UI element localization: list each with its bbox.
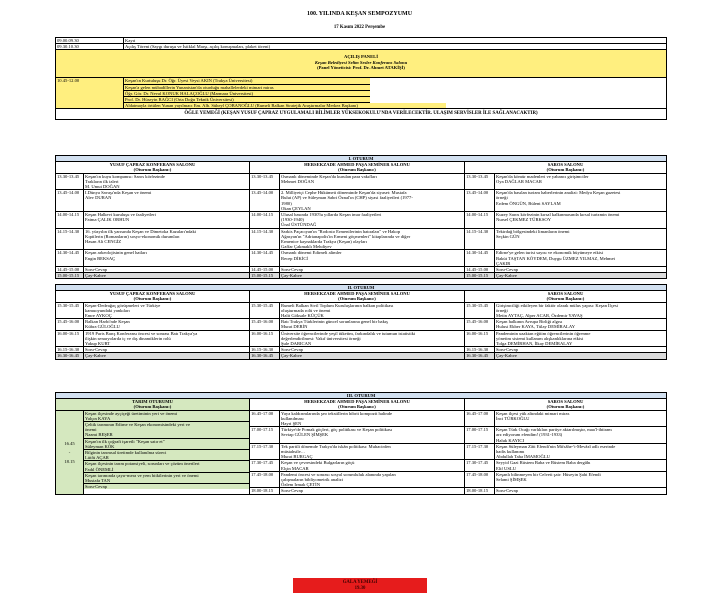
- time-cell: 09.00.09.30: [56, 38, 124, 44]
- panel-title: AÇILIŞ PANELİ: [344, 54, 378, 60]
- time-cell: 14.15-14.30: [465, 228, 495, 250]
- presentation-cell: Soru-Cevap: [84, 267, 250, 273]
- presentation-cell: Soru-Cevap: [280, 488, 465, 494]
- gala-dinner-label: GALA YEMEĞİ: [342, 580, 378, 585]
- time-cell: 13.45-14.00: [465, 190, 495, 212]
- table-row: [56, 190, 667, 212]
- time-cell: 16.30-16.45: [250, 353, 280, 359]
- hall-chair: (Oturum Başkanı:): [133, 167, 172, 173]
- table-row: [56, 273, 667, 279]
- time-cell: 14.00-14.15: [250, 212, 280, 229]
- hall-hersekzade: [250, 162, 465, 173]
- hall-name: SAROS SALONU: [547, 399, 584, 405]
- presentation-cell: Girişimciliği etkileyen bir faktör olarak mülus yapısı: Keşan İlçesi örneği Metin AYTAÇ, Alper ACAR, Özdemir YAVAŞ: [495, 302, 667, 319]
- hall-chair: (Oturum Başkanı:): [338, 167, 376, 173]
- presentation-cell: Rumeli Balkan Sivil Toplum Kuruluşlarının balkan politikası oluşturmada rolü ve önemi Halit Göksale KÜÇÜK: [280, 302, 465, 319]
- time-cell: 14.00-14.15: [56, 212, 84, 229]
- table-row: [56, 353, 667, 359]
- hall-saros: [465, 291, 667, 302]
- time-cell: 15.30-15.45: [56, 302, 84, 319]
- table-row: [56, 173, 667, 190]
- presentation-cell: Keşan-Dedeağaç görüşmeleri ve Türkiye kamuoyundaki yankıları Emre AYKOÇ: [84, 302, 250, 319]
- presentation-cell: 1919 Paris Barış Konferansı öncesi ve sonrası Batı Trakya'ya ilişkin senaryolarda iç ve dış dinamiklerin rolü Yakup KURT: [84, 330, 250, 347]
- presentation-cell: Çay-Kahve: [280, 353, 465, 359]
- hall-name: YUSUF ÇAPRAZ KONFERANS SALONU: [109, 162, 196, 168]
- presentation-cell: Türkiye'de Pomak göçleri, göç politikası ve Keşan politikası Sevtap GÜLEN ŞİMŞEK: [280, 427, 465, 444]
- presentation-cell: Çay-Kahve: [280, 273, 465, 279]
- time-cell: 16.15-16.30: [465, 347, 495, 353]
- gala-dinner-badge: [293, 578, 427, 593]
- time-cell: 17.00-17.15: [465, 427, 495, 444]
- time-cell: 13.30-13.45: [250, 173, 280, 190]
- time-cell: 15.45-16.00: [250, 319, 280, 330]
- hall-chair: (Oturum Başkanı:): [133, 296, 172, 302]
- presentation-cell: Pandemi öncesi ve sonrası sosyal sorumluluk alanında yapılan çalışmaların bibliyometrik analizi Özlem Irmak ÇETİN: [280, 471, 465, 488]
- time-line: 18.15: [64, 458, 75, 464]
- time-cell: 17.30-17.45: [465, 460, 495, 471]
- presentation-cell: Soru-Cevap: [84, 484, 249, 489]
- time-line: -: [68, 449, 71, 455]
- hall-name: HERSEKZADE AHMED PAŞA SEMİNER SALONU: [304, 399, 410, 405]
- presentation-cell: Sarkis Paçacıyan'ın "Rodosto Ermenilerinin hatıraları" ve Hakop Ağasyan'ın "Adrianapolis'in Ermeni göçmenleri" kitaplarında ve diğer Ermenice kaynaklarda Trakya (Keşan) olayları Gaffar Çakmaklı Mehdiyev: [280, 228, 465, 250]
- table-row: [56, 228, 667, 250]
- panel-item: Keşan'ın Kurtuluşu Dr. Öğr. Üyesi Veysi AKIN (Trakya Üniversitesi): [124, 78, 370, 84]
- presentation-cell: Çay-Kahve: [495, 353, 667, 359]
- panel-heading-row: [56, 50, 667, 78]
- presentation-cell: Keşan arkeolojisinin genel hatları Engin BEKSAÇ: [84, 250, 250, 267]
- time-cell: 17.45-18.00: [250, 471, 280, 488]
- presentation-cell: Keşan'da basılan turizm haberlerinin analizi: Medya Keşan gazetesi örneği Erdem ÖNGÜN, Bülent SAYLAM: [495, 190, 667, 212]
- panel-items: [124, 78, 667, 109]
- presentation-cell: Ulusal basında 1930'lu yıllarda Keşan imar faaliyetleri (1930-1940) Ünal ÜSTÜNDAĞ: [280, 212, 465, 229]
- hall-chair: (Oturum Başkanı:): [338, 296, 376, 302]
- presentation-cell: Keşan'ın ilk çoğrafi işaretli "Keşan satır et" Süleyman KÖK: [84, 439, 249, 450]
- time-cell: 15.30-15.45: [465, 302, 495, 319]
- hall-name: HERSEKZADE AHMED PAŞA SEMİNER SALONU: [304, 291, 410, 297]
- lunch-note: ÖĞLE YEMEĞİ (KEŞAN YUSUF ÇAPRAZ UYGULAMALI BİLİMLER YÜKSEKOKULU'NDA VERİLECEKTİR. ULAŞIM SERVİSLER İLE SAĞLANACAKTIR): [56, 109, 667, 120]
- time-cell: 14.45-15.00: [56, 267, 84, 273]
- hall-name: HERSEKZADE AHMED PAŞA SEMİNER SALONU: [304, 162, 410, 168]
- time-cell: 14.30-14.45: [465, 250, 495, 267]
- hall-chair: (Oturum Başkanı:): [546, 296, 585, 302]
- hall-chair: (Oturum Başkanı:): [546, 404, 585, 410]
- time-cell: 15.00-15.15: [465, 273, 495, 279]
- time-cell: 15.00-15.15: [250, 273, 280, 279]
- presentation-cell: Keşan'da kömür madenleri ve yabancı girişimciler Oya DAĞLAR MACAR: [495, 173, 667, 190]
- presentation-cell: Keşan'ın kuyu kompanısı: Saros körfezinde Trakların ilk izleri M. Umut DOĞAN: [84, 173, 250, 190]
- time-cell: 17.00-17.15: [250, 427, 280, 444]
- presentation-cell: Tek partili dönemde Trakya'da iskân politikası: Muhacirden müstahsile… Murat BURGAÇ: [280, 443, 465, 460]
- hall-saros: [465, 399, 667, 410]
- presentation-cell: Soru-Cevap: [495, 267, 667, 273]
- presentation-cell: Osmanlı dönemi Edirneli alimler Recep DİKİCİ: [280, 250, 465, 267]
- presentation-cell: Çay-Kahve: [84, 273, 250, 279]
- time-cell: 16.45-17.00: [465, 410, 495, 427]
- presentation-cell: Keşan halkının Avrupa Birliği algısı Hulusi Ekber KAYA, Tülay DEMİRALAY: [495, 319, 667, 330]
- presentation-cell: Keşan ve çevresindeki Bulgarların göçü Elçin MACAR: [280, 460, 465, 471]
- session-title: III. OTURUM: [56, 393, 667, 399]
- time-cell: 14.45-15.00: [250, 267, 280, 273]
- time-cell: 16.00-16.15: [56, 330, 84, 347]
- presentation-cell: Soru-Cevap: [495, 347, 667, 353]
- time-cell: 14.30-14.45: [250, 250, 280, 267]
- session-title: II. OTURUM: [56, 285, 667, 291]
- hall-header-row: [56, 399, 667, 410]
- presentation-cell: Yaya kaldırımlarında şeo tekstillerin hibrit kompozit halinde kullanılması Hayri ŞEN: [280, 410, 465, 427]
- hall-yusuf-capraz: [56, 162, 250, 173]
- presentation-cell: Seyyid Gazi Rüstem Baba ve Rüstem Baba dergâhı Elif USLU: [495, 460, 667, 471]
- hall-name: YUSUF ÇAPRAZ KONFERANS SALONU: [109, 291, 196, 297]
- time-cell: 14.15-14.30: [56, 228, 84, 250]
- opening-item: Kayıt: [124, 38, 667, 44]
- time-cell: 13.45-14.00: [56, 190, 84, 212]
- time-cell: 16.30-16.45: [465, 353, 495, 359]
- session3-table: [55, 392, 667, 495]
- hall-header-row: [56, 162, 667, 173]
- presentation-cell: Bilginin tarımsal üretimde kullanılma süreci Lütfü AÇAR: [84, 450, 249, 461]
- time-cell: 15.45-16.00: [56, 319, 84, 330]
- hall-hersekzade: [250, 399, 465, 410]
- table-row: [56, 302, 667, 319]
- presentation-cell: Çay-Kahve: [84, 353, 250, 359]
- hall-yusuf-capraz: [56, 291, 250, 302]
- time-cell: 16.15-16.30: [250, 347, 280, 353]
- panel-heading: [56, 50, 667, 78]
- presentation-cell: Üniversite öğrencilerinde yeşil tüketim, farkındalık ve tutumun istatistiki değerlendirilmesi: Vakıf üniversitesi örneği Şule DARICAN: [280, 330, 465, 347]
- opening-table: [55, 37, 667, 120]
- hall-tarim: [56, 399, 250, 410]
- hall-hersekzade: [250, 291, 465, 302]
- table-row: [56, 410, 667, 427]
- session2-table: [55, 284, 667, 360]
- presentation-cell: 2. Milliyetçi Cephe Hükümeti döneminde Keşan'da siyaset: Mustafa Bulut (AP) ve Süleyman Sabri Öznal'ın (CHP) siyasi faaliyetleri (1977- 1980) Okan ÇEYLAN: [280, 190, 465, 212]
- session3-rows: [56, 410, 667, 494]
- panel-hall: Keşan Belediyesi Selim Sesler Konferans Salonu: [314, 59, 408, 65]
- time-cell: 16.45-17.00: [250, 410, 280, 427]
- time-cell: 16.00-16.15: [250, 330, 280, 347]
- presentation-cell: Keşan Süleyman Zâti Efendi'nin Mifsâhe-'i-Mevâzî adlı eserinde hadis kullanımı Abdullah Taha İMAMOĞLU: [495, 443, 667, 460]
- time-cell: 17.30-17.45: [250, 460, 280, 471]
- time-cell: 17.15-17.30: [250, 443, 280, 460]
- panel-row: [56, 78, 667, 109]
- time-cell: 14.45-15.00: [465, 267, 495, 273]
- presentation-cell: Çeltik tarımının Edirne ve Keşan ekonomisindeki yeri ve önemi Nazmi BEŞER: [84, 422, 249, 439]
- hall-chair: (Oturum Başkanı:): [546, 167, 585, 173]
- time-cell: 09.30.10.30: [56, 44, 124, 50]
- time-cell: 13.30-13.45: [465, 173, 495, 190]
- presentation-cell: Tekirdağ bölgesindeki limanların önemi Seçkin GÜN: [495, 228, 667, 250]
- tarim-time-cell: [56, 410, 84, 494]
- time-cell: 15.30-15.45: [250, 302, 280, 319]
- session1-table: [55, 155, 667, 279]
- time-cell: 17.15-17.30: [465, 443, 495, 460]
- panel-item: Keşan'a gelen mübadillerin Yunanistan'da oturduğu mahallelerdeki mimari miras: [124, 85, 370, 91]
- presentation-cell: Keşan Türk Ocağı varlıkları partiye aktarılmıştır, maa'l-ihtiram arz ediyorum efendim! (1931-1933) Haluk KAYICI: [495, 427, 667, 444]
- presentation-cell: 16. yüzyılın ilk yarısında Keşan ve Dimetoka Kazaları'ndaki Kıptilerin (Romanların) sosyo-ekonomik durumları Hasan Ali CENGİZ: [84, 228, 250, 250]
- lunch-note-row: [56, 109, 667, 120]
- time-cell: 13.45-14.00: [250, 190, 280, 212]
- time-cell: 13.30-13.45: [56, 173, 84, 190]
- presentation-cell: I.Dünya Savaşı'nda Keşan ve önemi Alev DURAN: [84, 190, 250, 212]
- presentation-cell: Batı Trakya Türklerinin güncel sorunlarına genel bir bakış Murat DERİN: [280, 319, 465, 330]
- program-title: 100. YILINDA KEŞAN SEMPOZYUMU: [306, 11, 413, 17]
- hall-name: TARIM OTURUMU: [132, 399, 173, 405]
- presentation-cell: Keşan ilçesinde ayçiçeği üretiminin yeri ve önemi Yalçın KAYA: [84, 411, 249, 422]
- time-cell: 15.45-16.00: [465, 319, 495, 330]
- program-date: 17 Kasım 2022 Perşembe: [333, 25, 386, 30]
- presentation-cell: Kuzey Saros körfezinin kırsal kalkınmasında kırsal turizmin önemi Nursel ÇEKMEZ TÜRKSOY: [495, 212, 667, 229]
- hall-saros: [465, 162, 667, 173]
- presentation-cell: Pandeminin uzaktan eğitim öğrencilerinin öğrenme yönetim sistemi kullanım alışkanlıklarına etkisi Tolga DEMİRHAN, İlkay DEMİRALAY: [495, 330, 667, 347]
- panel-item: Öğr. Gör. Dr. Neval KONUK HALAÇOĞLU (Marmara Üniversitesi): [124, 91, 370, 97]
- opening-item: Açılış Töreni (Saygı duruşu ve İstiklal Marşı, açılış konuşmaları, plaket töreni): [124, 44, 667, 50]
- time-cell: 14.15-14.30: [250, 228, 280, 250]
- presentation-cell: Soru-Cevap: [84, 347, 250, 353]
- time-cell: 18.00-18.15: [250, 488, 280, 494]
- hall-chair: (Oturum Başkanı:): [133, 404, 172, 410]
- time-cell: 18.00-18.15: [465, 488, 495, 494]
- hall-name: SAROS SALONU: [547, 162, 584, 168]
- presentation-cell: Soru-Cevap: [280, 347, 465, 353]
- presentation-cell: Çay-Kahve: [495, 273, 667, 279]
- presentation-cell: Keşan ilçesi yük altındaki mimari miras İnci TÜRKOĞLU: [495, 410, 667, 427]
- time-cell: 10.45-12.00: [56, 78, 124, 109]
- table-row: [56, 212, 667, 229]
- time-cell: 14.30-14.45: [56, 250, 84, 267]
- table-row: [56, 330, 667, 347]
- time-cell: 16.00-16.15: [465, 330, 495, 347]
- time-cell: 17.45-18.00: [465, 471, 495, 488]
- panel-item: Aldatmayla örtülen Yunan yayılmacı Em. Alb. Süheyl ÇOBANOĞLU (Rumeli Balkan Stratejik Araştırmalar Merkez Başkanı): [124, 103, 446, 108]
- presentation-cell: Soru-Cevap: [495, 488, 667, 494]
- panel-moderator: (Panel Yöneticisi: Prof. Dr. Ahmet ATAKİŞİ): [317, 64, 405, 70]
- presentation-cell: Balkan Harbi'nde Keşan Kübra GÜLOĞLU: [84, 319, 250, 330]
- tarim-presentations: [84, 410, 250, 494]
- session1-rows: [56, 173, 667, 279]
- table-row: [56, 319, 667, 330]
- table-row: [56, 250, 667, 267]
- session2-rows: [56, 302, 667, 359]
- session-title: I. OTURUM: [56, 156, 667, 162]
- hall-name: SAROS SALONU: [547, 291, 584, 297]
- hall-header-row: [56, 291, 667, 302]
- time-cell: 14.00-14.15: [465, 212, 495, 229]
- presentation-cell: Edirne'ye gelen turist sayısı ve ekonomik büyümeye etkisi Baküt TAŞTAN KÖYDEM, Duygu ÜZMEZ YILMAZ, Mehmet ÇAKIR: [495, 250, 667, 267]
- time-line: 16.45: [64, 440, 75, 446]
- time-cell: 16.15-16.30: [56, 347, 84, 353]
- presentation-cell: Keşan ilçesinin tarım potansiyeli, sorunları ve çözüm önerileri Fadıl ÖNEMLİ: [84, 461, 249, 472]
- panel-item: Prof. Dr. Hüseyin BAĞCI (Orta Doğu Teknik Üniversitesi): [124, 97, 370, 103]
- presentation-cell: Keşanlı bilinmeyen bir Celveti şair: Hüseyin Şahi Efendi Selami ŞİMŞEK: [495, 471, 667, 488]
- presentation-cell: Keşan tarımında çayır-mera ve yem bitkilerinin yeri ve önemi Mustafa TAN: [84, 473, 249, 484]
- time-cell: 15.00-15.15: [56, 273, 84, 279]
- presentation-cell: Soru-Cevap: [280, 267, 465, 273]
- gala-dinner-time: 19.30: [354, 585, 366, 591]
- presentation-cell: Keşan Halkevi kuruluşu ve faaliyetleri Fatma ÇALIK ORHUN: [84, 212, 250, 229]
- presentation-cell: Osmanlı döneminde Keşan'da kurulan para vakıfları Mehmet DOĞAN: [280, 173, 465, 190]
- hall-chair: (Oturum Başkanı:): [338, 404, 376, 410]
- time-cell: 16.30-16.45: [56, 353, 84, 359]
